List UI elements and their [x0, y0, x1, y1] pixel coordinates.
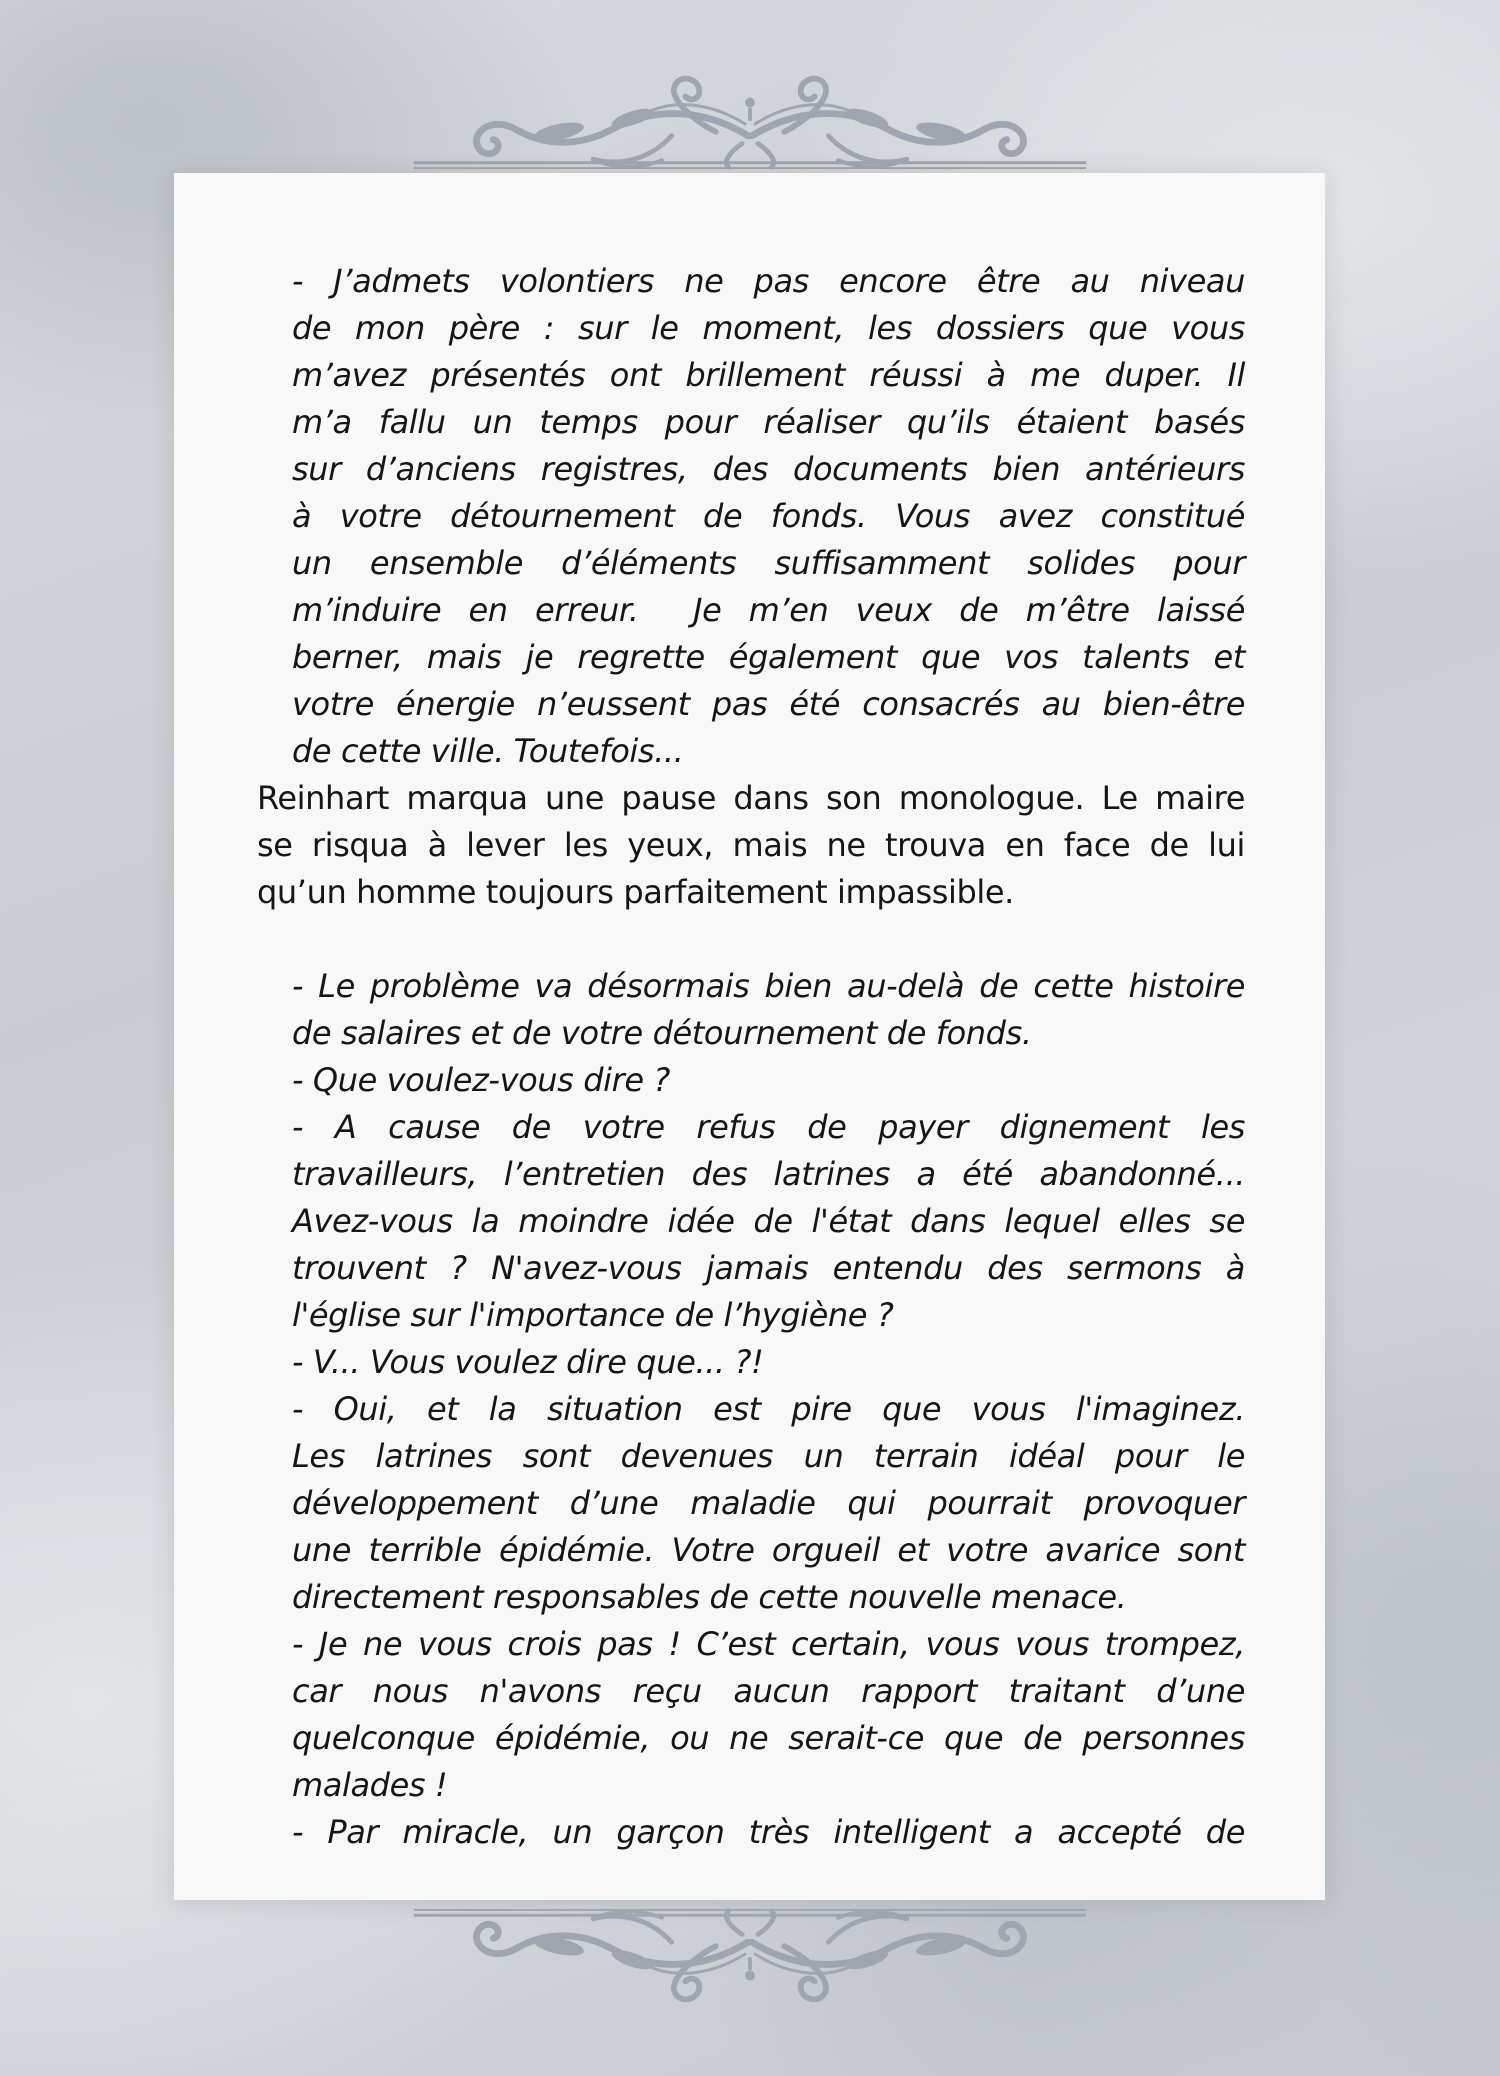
text-line: l'église sur l'importance de l’hygiène ? — [292, 1296, 894, 1334]
text-line: m’induire en erreur. Je m’en veux de m’être laissé — [292, 591, 1245, 629]
book-page-paper — [174, 173, 1325, 1900]
text-line: - Je ne vous crois pas ! C’est certain, vous vous trompez, — [292, 1625, 1245, 1663]
text-line: Les latrines sont devenues un terrain idéal pour le — [292, 1437, 1245, 1475]
text-line: m’a fallu un temps pour réaliser qu’ils étaient basés — [292, 403, 1245, 441]
text-line: un ensemble d’éléments suffisamment solides pour — [292, 544, 1245, 582]
text-line: qu’un homme toujours parfaitement impassible. — [257, 873, 1014, 911]
narration-block — [257, 775, 1245, 916]
text-line: de mon père : sur le moment, les dossiers que vous — [292, 309, 1245, 347]
text-line: se risqua à lever les yeux, mais ne trouva en face de lui — [257, 826, 1245, 864]
text-line: - Oui, et la situation est pire que vous l'imaginez. — [292, 1390, 1245, 1428]
text-line: de cette ville. Toutefois... — [292, 732, 684, 770]
text-line: votre énergie n’eussent pas été consacrés au bien-être — [292, 685, 1245, 723]
text-line: - V... Vous voulez dire que... ?! — [292, 1343, 764, 1381]
bottom-flourish-ornament — [405, 1905, 1095, 2003]
text-line: car nous n'avons reçu aucun rapport traitant d’une — [292, 1672, 1245, 1710]
page-text — [257, 258, 1245, 1856]
text-line: développement d’une maladie qui pourrait provoquer — [292, 1484, 1245, 1522]
text-line: de salaires et de votre détournement de fonds. — [292, 1014, 1032, 1052]
text-line: Avez-vous la moindre idée de l'état dans lequel elles se — [292, 1202, 1245, 1240]
text-line: sur d’anciens registres, des documents bien antérieurs — [292, 450, 1245, 488]
text-line: - J’admets volontiers ne pas encore être au niveau — [292, 262, 1245, 300]
text-line: berner, mais je regrette également que vos talents et — [292, 638, 1245, 676]
text-line: - Le problème va désormais bien au-delà de cette histoire — [292, 967, 1245, 1005]
text-line: - Que voulez-vous dire ? — [292, 1061, 671, 1099]
text-line: à votre détournement de fonds. Vous avez constitué — [292, 497, 1245, 535]
dialogue-block — [292, 258, 1245, 775]
text-line: trouvent ? N'avez-vous jamais entendu des sermons à — [292, 1249, 1245, 1287]
text-line: m’avez présentés ont brillement réussi à me duper. Il — [292, 356, 1245, 394]
text-line: - Par miracle, un garçon très intelligent a accepté de — [292, 1813, 1245, 1851]
text-line: malades ! — [292, 1766, 448, 1804]
text-line: quelconque épidémie, ou ne serait-ce que de personnes — [292, 1719, 1245, 1757]
text-line: - A cause de votre refus de payer dignement les — [292, 1108, 1245, 1146]
text-line: une terrible épidémie. Votre orgueil et votre avarice sont — [292, 1531, 1245, 1569]
top-flourish-ornament — [405, 75, 1095, 173]
text-line: directement responsables de cette nouvelle menace. — [292, 1578, 1127, 1616]
dialogue-block — [292, 963, 1245, 1856]
text-line: travailleurs, l’entretien des latrines a été abandonné... — [292, 1155, 1245, 1193]
paragraph-spacer — [257, 916, 1245, 963]
text-line: Reinhart marqua une pause dans son monologue. Le maire — [257, 779, 1245, 817]
